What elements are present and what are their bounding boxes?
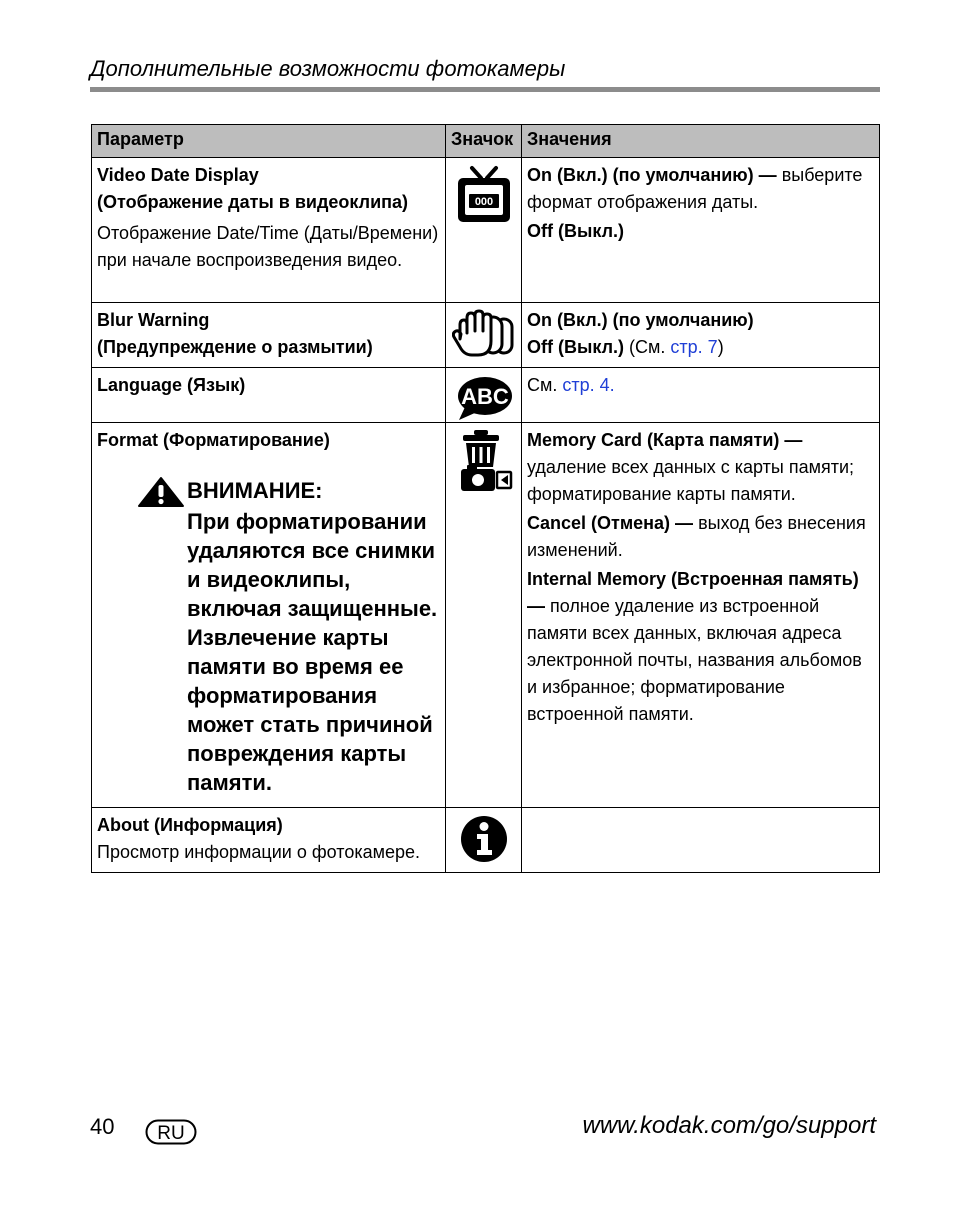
warning-title: ВНИМАНИЕ: [187, 478, 323, 503]
svg-text:ABC: ABC [460, 384, 509, 409]
paren-close: ) [717, 337, 724, 357]
icon-cell [446, 158, 522, 303]
values-cell [522, 808, 880, 873]
option-off-label: Off (Выкл.) [527, 221, 625, 241]
icon-cell [446, 303, 522, 368]
shaking-hand-icon [452, 309, 516, 359]
param-cell [92, 303, 446, 368]
table-row [92, 808, 880, 873]
option-on-label: On (Вкл.) (по умолчанию) [527, 310, 754, 330]
tv-date-icon [455, 164, 513, 226]
param-cell [92, 368, 446, 423]
option-off-label: Off (Выкл.) [527, 337, 625, 357]
option-internal-memory-text: полное удаление из встроенной памяти всех данных, включая адреса электронной почты, названия альбомов и избранное; форматирование встроенной памяти. [527, 596, 862, 724]
svg-text:RU: RU [157, 1123, 185, 1144]
column-header-icon: Значок [446, 125, 522, 158]
param-description: Отображение Date/Time (Даты/Времени) при начале воспроизведения видео. [97, 223, 439, 270]
table-header-row [92, 125, 880, 158]
icon-cell [446, 808, 522, 873]
param-name-translation: (Отображение даты в видеоклипа) [97, 192, 409, 212]
warning-icon [137, 476, 185, 508]
column-header-parameter: Параметр [92, 125, 446, 158]
icon-cell [446, 368, 522, 423]
option-cancel-text: выход без внесения изменений. [527, 513, 866, 560]
option-cancel-label: Cancel (Отмена) — [527, 513, 694, 533]
values-cell [522, 303, 880, 368]
column-header-values: Значения [522, 125, 880, 158]
param-cell [92, 423, 446, 808]
warning-block [137, 476, 440, 797]
page-link[interactable]: стр. 7 [670, 337, 718, 357]
table-row [92, 368, 880, 423]
see-text: См. [527, 375, 558, 395]
warning-text: При форматировании удаляются все снимки и видеоклипы, включая защищенные. Извлечение карты памяти во время ее форматирования может стать причиной повреждения карты памяти. [187, 509, 438, 795]
table-row [92, 423, 880, 808]
param-name: Video Date Display [97, 165, 259, 185]
info-icon [459, 814, 509, 864]
param-cell [92, 808, 446, 873]
param-name: Language (Язык) [97, 375, 246, 395]
values-cell [522, 158, 880, 303]
settings-table [91, 124, 880, 873]
table-row [92, 158, 880, 303]
abc-speech-bubble-icon [455, 374, 513, 422]
values-cell [522, 423, 880, 808]
param-cell [92, 158, 446, 303]
period: . [609, 375, 615, 395]
page-link[interactable]: стр. 4 [562, 375, 610, 395]
see-text: (См. [629, 337, 666, 357]
header-rule [90, 87, 880, 92]
option-internal-memory-label: Internal Memory (Встроенная память) — [527, 569, 859, 616]
page-header-title: Дополнительные возможности фотокамеры [90, 56, 566, 81]
page-number: 40 [90, 1114, 115, 1139]
option-on-label: On (Вкл.) (по умолчанию) — [527, 165, 777, 185]
option-memory-card-label: Memory Card (Карта памяти) — [527, 430, 803, 450]
param-name: About (Информация) [97, 815, 283, 835]
param-name: Format (Форматирование) [97, 430, 330, 450]
param-description: Просмотр информации о фотокамере. [97, 842, 421, 862]
param-name: Blur Warning [97, 310, 210, 330]
option-memory-card-text: удаление всех данных с карты памяти; форматирование карты памяти. [527, 457, 855, 504]
icon-cell [446, 423, 522, 808]
support-url[interactable]: www.kodak.com/go/support [582, 1112, 876, 1139]
table-row [92, 303, 880, 368]
trash-camera-icon [455, 429, 513, 493]
option-on-text: выберите формат отображения даты. [527, 165, 863, 212]
language-badge [145, 1119, 197, 1145]
param-name-translation: (Предупреждение о размытии) [97, 337, 373, 357]
svg-text:000: 000 [474, 196, 493, 208]
values-cell [522, 368, 880, 423]
